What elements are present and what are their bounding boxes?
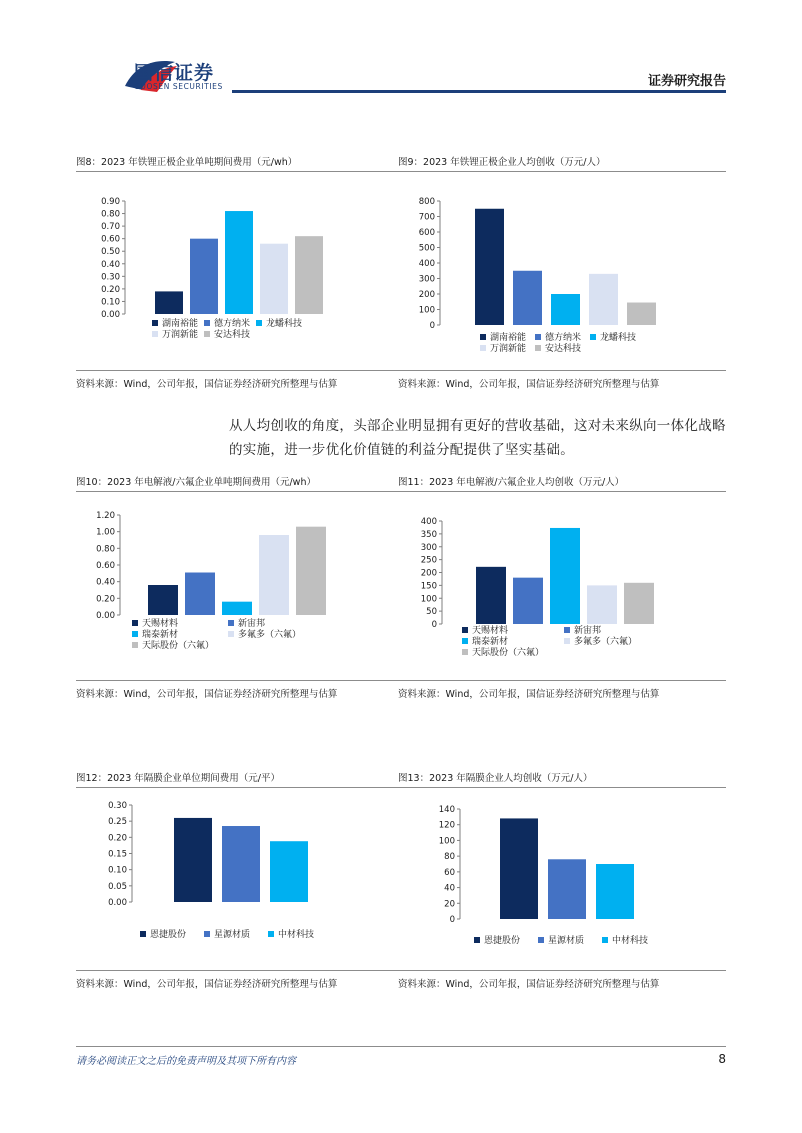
- legend-swatch: [132, 642, 138, 648]
- fig9-title-rule: [398, 171, 726, 172]
- y-tick-label: 300: [420, 542, 437, 553]
- legend-label: 瑞泰新材: [472, 637, 509, 647]
- legend-label: 星源材质: [548, 936, 585, 946]
- logo-english-name: GUOSEN SECURITIES: [134, 82, 223, 91]
- legend-swatch: [474, 937, 480, 943]
- legend-label: 万润新能: [490, 344, 527, 354]
- fig8-source: 资料来源：Wind，公司年报，国信证券经济研究所整理与估算: [76, 379, 338, 390]
- legend-label: 恩捷股份: [150, 930, 187, 940]
- y-tick-label: 0.00: [96, 611, 115, 621]
- y-tick-label: 0.70: [101, 222, 120, 233]
- y-tick-label: 0.00: [101, 310, 120, 320]
- fig9-source: 资料来源：Wind，公司年报，国信证券经济研究所整理与估算: [398, 379, 660, 390]
- bar-万润新能: [589, 274, 618, 325]
- y-tick-label: 0.80: [101, 209, 120, 220]
- legend-swatch: [462, 627, 468, 633]
- legend-swatch: [204, 331, 210, 337]
- y-tick-label: 100: [420, 594, 437, 605]
- legend-label: 湖南裕能: [162, 319, 199, 329]
- legend-swatch: [268, 931, 274, 937]
- bar-恩捷股份: [500, 818, 538, 919]
- y-tick-label: 1.00: [96, 527, 115, 538]
- legend-label: 中材科技: [278, 930, 315, 940]
- fig12-title-rule: [76, 787, 402, 788]
- y-tick-label: 50: [426, 607, 437, 618]
- legend-swatch: [462, 638, 468, 644]
- legend-swatch: [538, 937, 544, 943]
- legend-swatch: [228, 620, 234, 626]
- legend-label: 多氟多（六氟）: [574, 637, 638, 647]
- fig12-bottom-rule: [76, 970, 402, 971]
- legend-swatch: [535, 334, 541, 340]
- y-tick-label: 0.15: [108, 849, 127, 860]
- bar-星源材质: [222, 826, 260, 902]
- legend-swatch: [132, 620, 138, 626]
- fig9-title: 图9：2023 年铁锂正极企业人均创收（万元/人）: [398, 157, 606, 168]
- bar-天际股份（六氟）: [624, 583, 654, 624]
- legend-swatch: [564, 638, 570, 644]
- y-tick-label: 0.30: [108, 801, 127, 811]
- legend-label: 龙蟠科技: [600, 333, 637, 343]
- fig11-title-rule: [398, 491, 726, 492]
- y-tick-label: 0.30: [101, 272, 120, 283]
- y-tick-label: 250: [420, 555, 437, 566]
- logo-chinese-name: 国信证券: [134, 62, 215, 84]
- y-tick-label: 200: [420, 568, 437, 579]
- y-tick-label: 0.60: [101, 234, 120, 245]
- legend-label: 恩捷股份: [484, 936, 521, 946]
- legend-label: 万润新能: [162, 330, 199, 340]
- fig13-title-rule: [398, 787, 726, 788]
- legend-swatch: [256, 320, 262, 326]
- legend-swatch: [480, 345, 486, 351]
- legend-label: 龙蟠科技: [266, 319, 303, 329]
- bar-湖南裕能: [475, 209, 504, 325]
- y-tick-label: 0.10: [108, 865, 127, 876]
- disclaimer-note: 请务必阅读正文之后的免责声明及其项下所有内容: [76, 1056, 296, 1067]
- legend-label: 德方纳米: [214, 319, 251, 329]
- y-tick-label: 1.20: [96, 511, 115, 521]
- y-tick-label: 0.50: [101, 247, 120, 258]
- y-tick-label: 20: [444, 899, 455, 910]
- y-tick-label: 0: [431, 620, 437, 630]
- legend-label: 天赐材料: [142, 619, 179, 629]
- bar-天赐材料: [148, 585, 178, 615]
- bar-万润新能: [260, 244, 288, 314]
- bar-天赐材料: [476, 567, 506, 624]
- fig13-title: 图13：2023 年隔膜企业人均创收（万元/人）: [398, 773, 593, 784]
- fig9-bottom-rule: [398, 370, 726, 371]
- y-tick-label: 0.80: [96, 544, 115, 555]
- y-tick-label: 0.05: [108, 881, 127, 892]
- y-tick-label: 0.40: [101, 259, 120, 270]
- y-tick-label: 0: [449, 915, 455, 925]
- legend-swatch: [564, 627, 570, 633]
- y-tick-label: 80: [444, 852, 455, 863]
- legend-swatch: [204, 320, 210, 326]
- y-tick-label: 400: [418, 259, 435, 269]
- y-tick-label: 140: [438, 805, 455, 815]
- fig10-bottom-rule: [76, 680, 402, 681]
- y-tick-label: 0.25: [108, 817, 127, 828]
- legend-swatch: [590, 334, 596, 340]
- legend-label: 天际股份（六氟）: [472, 648, 545, 658]
- fig12-title: 图12：2023 年隔膜企业单位期间费用（元/平）: [76, 773, 280, 784]
- bar-德方纳米: [513, 271, 542, 325]
- y-tick-label: 0: [429, 321, 435, 331]
- bar-中材科技: [270, 841, 308, 902]
- y-tick-label: 500: [418, 243, 435, 254]
- bar-瑞泰新材: [222, 602, 252, 615]
- fig8-bottom-rule: [76, 370, 402, 371]
- bar-天际股份（六氟）: [296, 527, 326, 615]
- fig10-source: 资料来源：Wind，公司年报，国信证券经济研究所整理与估算: [76, 689, 338, 700]
- y-tick-label: 120: [438, 820, 455, 831]
- legend-swatch: [602, 937, 608, 943]
- legend-swatch: [140, 931, 146, 937]
- legend-label: 多氟多（六氟）: [238, 630, 302, 640]
- legend-label: 星源材质: [214, 930, 251, 940]
- legend-swatch: [152, 320, 158, 326]
- y-tick-label: 100: [438, 836, 455, 847]
- fig12-source: 资料来源：Wind，公司年报，国信证券经济研究所整理与估算: [76, 979, 338, 990]
- legend-swatch: [132, 631, 138, 637]
- y-tick-label: 0.90: [101, 197, 120, 207]
- y-tick-label: 0.20: [96, 594, 115, 605]
- fig13-source: 资料来源：Wind，公司年报，国信证券经济研究所整理与估算: [398, 979, 660, 990]
- legend-label: 中材科技: [612, 936, 649, 946]
- y-tick-label: 600: [418, 228, 435, 238]
- bar-安达科技: [627, 303, 656, 325]
- body-paragraph: 从人均创收的角度，头部企业明显拥有更好的营收基础，这对未来纵向一体化战略的实施，进一步优化价值链的利益分配提供了坚实基础。: [229, 418, 726, 458]
- y-tick-label: 150: [420, 581, 437, 592]
- bar-新宙邦: [185, 573, 215, 616]
- y-tick-label: 40: [444, 883, 455, 894]
- fig11-source: 资料来源：Wind，公司年报，国信证券经济研究所整理与估算: [398, 689, 660, 700]
- legend-swatch: [204, 931, 210, 937]
- bar-多氟多（六氟）: [587, 585, 617, 624]
- page-number: 8: [718, 1052, 726, 1066]
- bar-安达科技: [295, 236, 323, 314]
- fig11-title: 图11：2023 年电解液/六氟企业人均创收（万元/人）: [398, 477, 625, 488]
- bar-多氟多（六氟）: [259, 535, 289, 615]
- y-tick-label: 800: [418, 197, 435, 207]
- y-tick-label: 350: [420, 529, 437, 540]
- y-tick-label: 400: [420, 517, 437, 527]
- bar-新宙邦: [513, 578, 543, 624]
- footer-rule: [76, 1046, 726, 1047]
- fig11-bottom-rule: [398, 680, 726, 681]
- bar-瑞泰新材: [550, 528, 580, 624]
- header-rule: [232, 90, 726, 93]
- y-tick-label: 0.10: [101, 297, 120, 308]
- y-tick-label: 0.60: [96, 561, 115, 571]
- legend-swatch: [228, 631, 234, 637]
- fig8-title: 图8：2023 年铁锂正极企业单吨期间费用（元/wh）: [76, 157, 298, 168]
- legend-label: 德方纳米: [545, 333, 582, 343]
- y-tick-label: 0.00: [108, 898, 127, 908]
- bar-龙蟠科技: [225, 211, 253, 314]
- legend-swatch: [152, 331, 158, 337]
- legend-swatch: [480, 334, 486, 340]
- legend-label: 瑞泰新材: [142, 630, 179, 640]
- fig10-title: 图10：2023 年电解液/六氟企业单吨期间费用（元/wh）: [76, 477, 316, 488]
- bar-湖南裕能: [155, 291, 183, 314]
- y-tick-label: 700: [418, 212, 435, 223]
- legend-label: 安达科技: [214, 330, 251, 340]
- fig10-title-rule: [76, 491, 402, 492]
- report-type-title: 证券研究报告: [647, 74, 726, 89]
- y-tick-label: 200: [418, 290, 435, 300]
- y-tick-label: 60: [444, 867, 455, 878]
- fig13-bottom-rule: [398, 970, 726, 971]
- legend-label: 安达科技: [545, 344, 582, 354]
- legend-label: 天赐材料: [472, 626, 509, 636]
- y-tick-label: 300: [418, 274, 435, 285]
- legend-label: 新宙邦: [238, 619, 266, 629]
- y-tick-label: 100: [418, 305, 435, 316]
- bar-恩捷股份: [174, 818, 212, 902]
- y-tick-label: 0.20: [101, 284, 120, 295]
- legend-swatch: [535, 345, 541, 351]
- legend-label: 天际股份（六氟）: [142, 641, 215, 651]
- y-tick-label: 0.20: [108, 833, 127, 844]
- legend-label: 新宙邦: [574, 626, 602, 636]
- fig8-title-rule: [76, 171, 402, 172]
- legend-label: 湖南裕能: [490, 333, 527, 343]
- bar-德方纳米: [190, 239, 218, 314]
- bar-龙蟠科技: [551, 294, 580, 325]
- legend-swatch: [462, 649, 468, 655]
- y-tick-label: 0.40: [96, 577, 115, 588]
- bar-星源材质: [548, 859, 586, 919]
- bar-中材科技: [596, 864, 634, 919]
